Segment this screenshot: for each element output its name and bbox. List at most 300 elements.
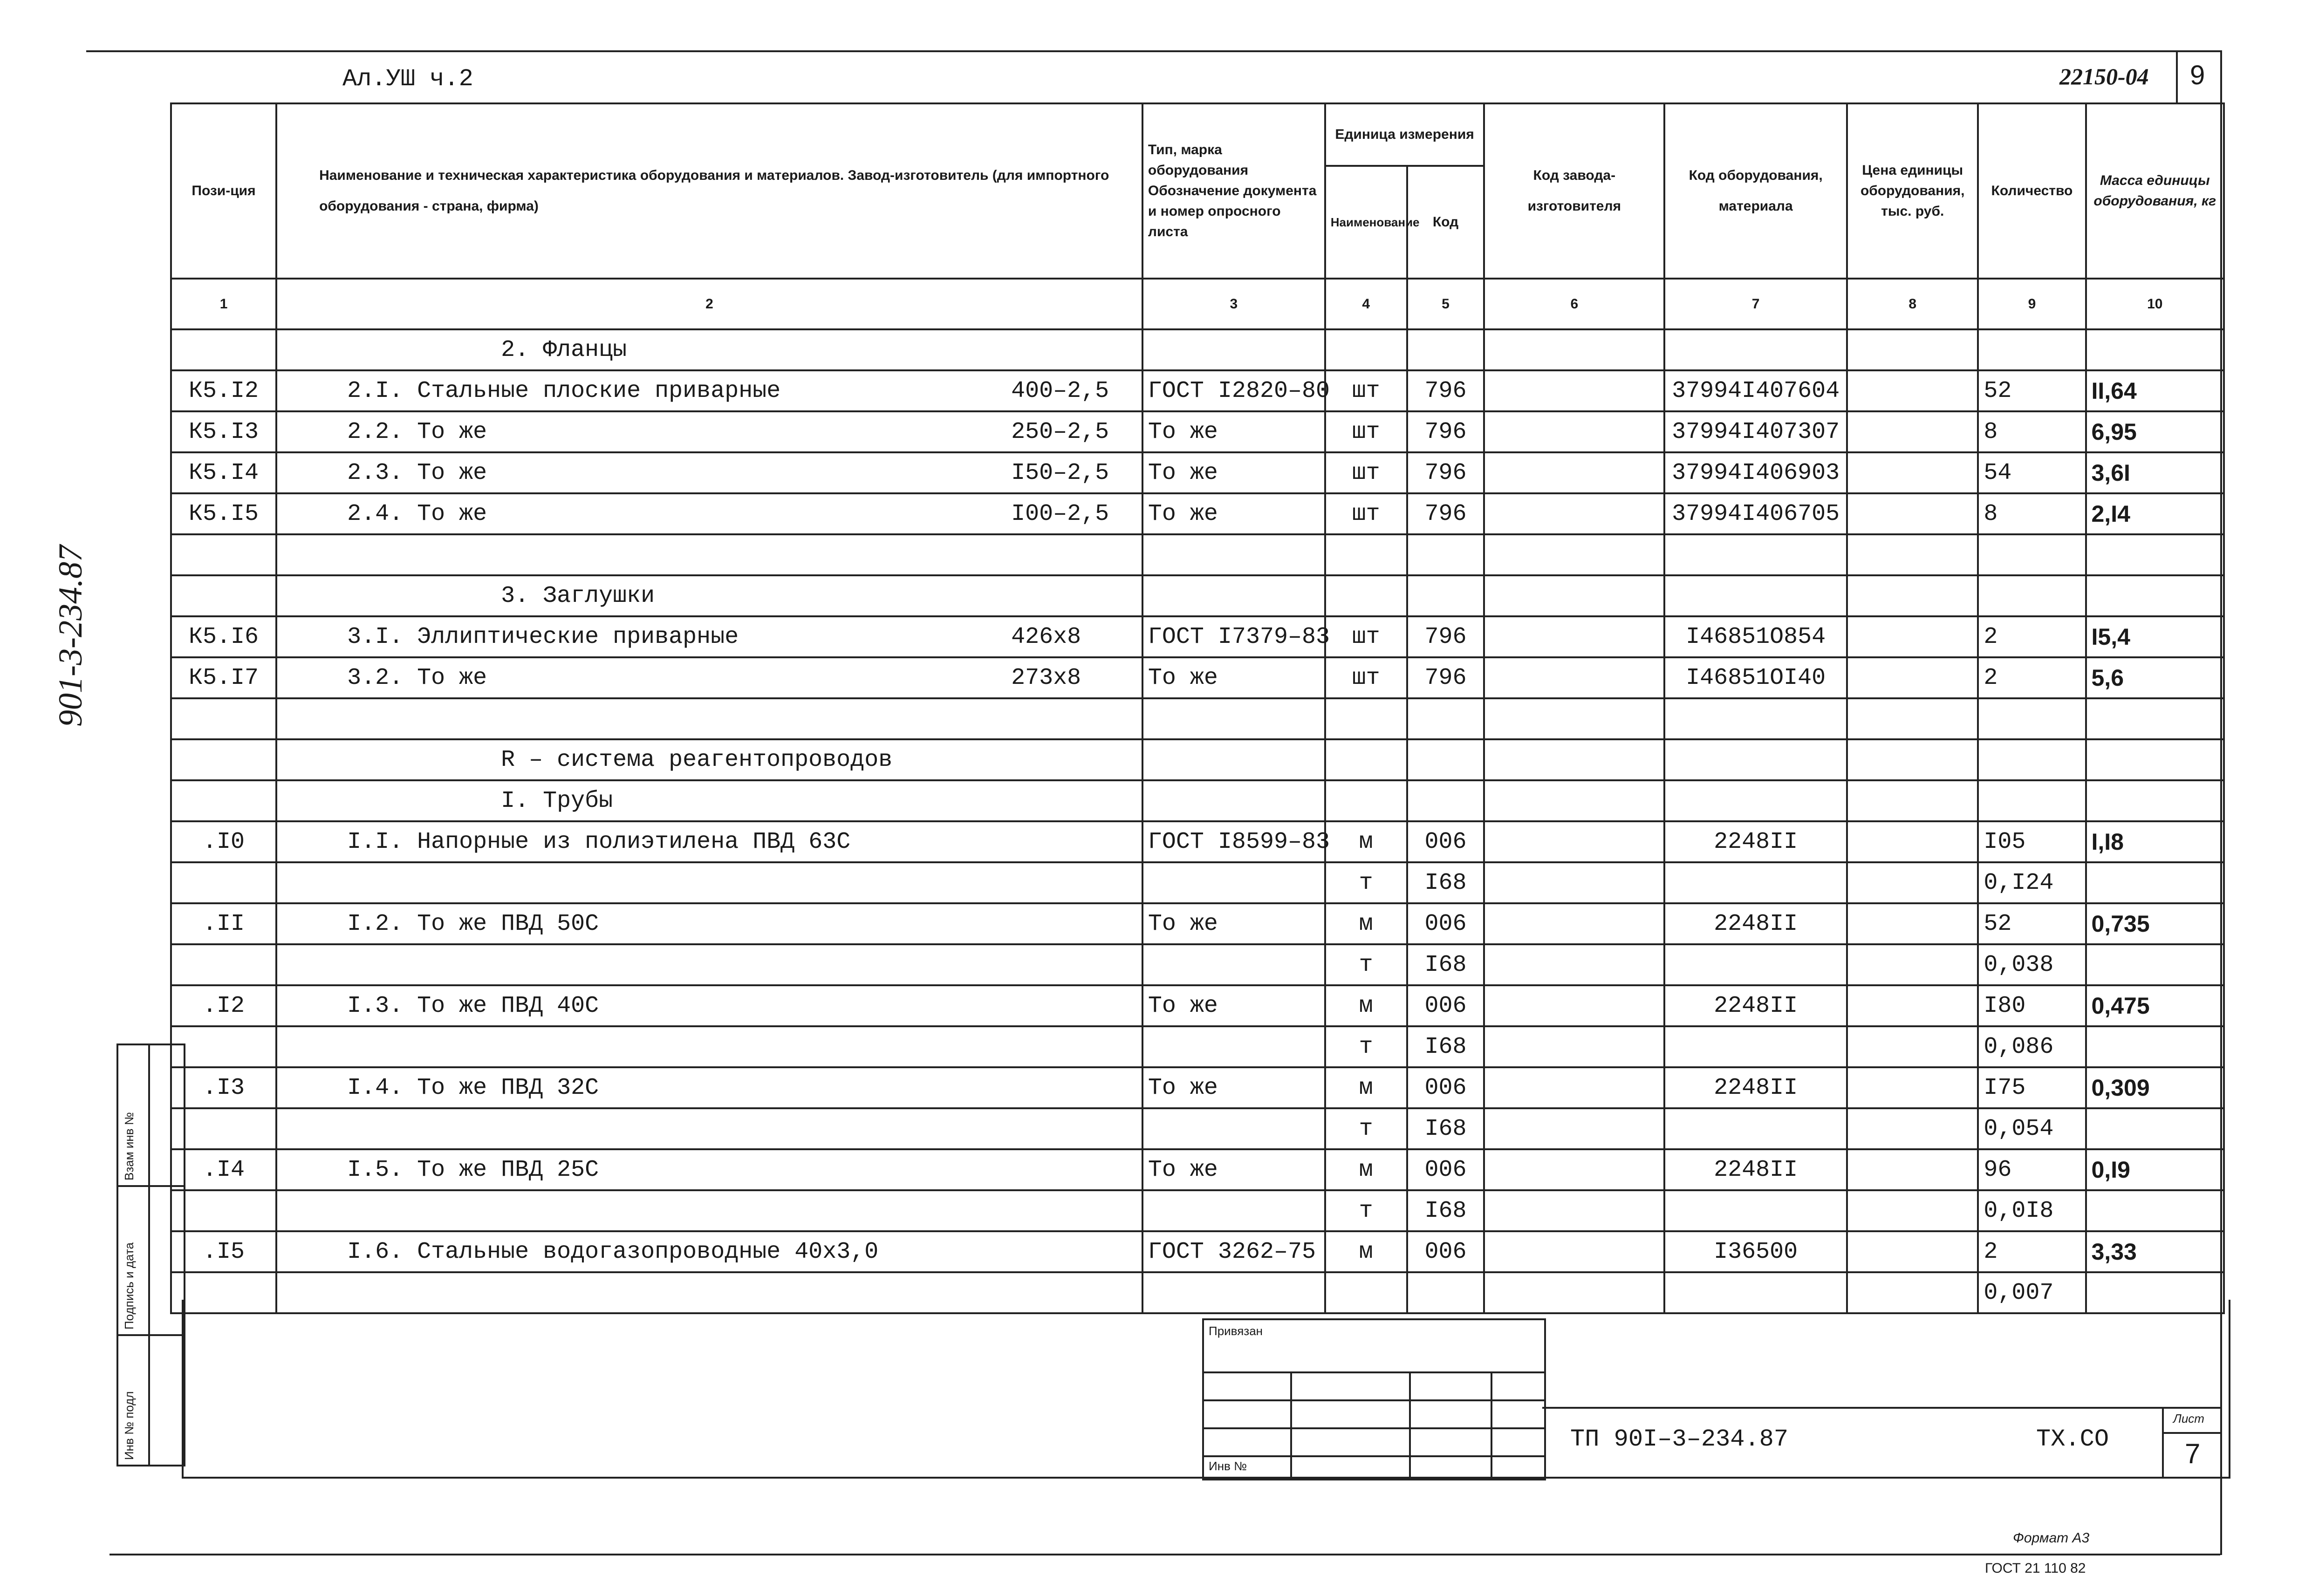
row-unit-code	[1407, 575, 1484, 616]
row-quantity: 0,054	[1978, 1108, 2086, 1149]
row-factory-code	[1484, 329, 1664, 370]
title-divider	[1542, 1407, 2162, 1409]
row-mass	[2086, 1190, 2224, 1231]
row-equipment-code: 2248II	[1664, 903, 1847, 944]
row-quantity	[1978, 739, 2086, 780]
row-position: .II	[171, 903, 276, 944]
row-name	[276, 452, 1142, 493]
row-unit: т	[1325, 944, 1407, 985]
item-size: 250–2,5	[1011, 418, 1109, 445]
col-number: 1	[171, 279, 276, 329]
row-quantity: 0,007	[1978, 1272, 2086, 1313]
row-unit-code	[1407, 739, 1484, 780]
row-name	[276, 493, 1142, 534]
row-equipment-code	[1664, 698, 1847, 739]
table-row	[171, 575, 2224, 616]
row-equipment-code	[1664, 1026, 1847, 1067]
row-factory-code	[1484, 903, 1664, 944]
row-document	[1142, 1108, 1325, 1149]
row-equipment-code	[1664, 329, 1847, 370]
row-name	[276, 821, 1142, 862]
row-factory-code	[1484, 780, 1664, 821]
row-mass: I5,4	[2086, 616, 2224, 657]
row-quantity: 0,0I8	[1978, 1190, 2086, 1231]
row-unit-code: 796	[1407, 616, 1484, 657]
row-unit: м	[1325, 903, 1407, 944]
row-price	[1847, 329, 1978, 370]
row-price	[1847, 657, 1978, 698]
row-name	[276, 903, 1142, 944]
row-mass: 0,735	[2086, 903, 2224, 944]
row-price	[1847, 821, 1978, 862]
project-code-margin: 901-3-234.87	[52, 545, 89, 727]
row-unit-code: 796	[1407, 411, 1484, 452]
row-mass: 0,I9	[2086, 1149, 2224, 1190]
col-mass-header: Масса единицы оборудования, кг	[2086, 103, 2224, 279]
row-quantity: I05	[1978, 821, 2086, 862]
page-number: 9	[2190, 60, 2205, 90]
row-quantity: 2	[1978, 1231, 2086, 1272]
row-equipment-code: 2248II	[1664, 1067, 1847, 1108]
sheet-code: ТХ.СО	[2036, 1425, 2109, 1453]
col-number: 10	[2086, 279, 2224, 329]
row-factory-code	[1484, 1149, 1664, 1190]
row-name	[276, 1149, 1142, 1190]
table-row	[171, 985, 2224, 1026]
row-quantity	[1978, 534, 2086, 575]
row-name	[276, 616, 1142, 657]
row-document: ГОСТ I8599–83	[1142, 821, 1325, 862]
row-mass: 3,33	[2086, 1231, 2224, 1272]
row-name	[276, 1190, 1142, 1231]
row-document: То же	[1142, 903, 1325, 944]
row-position	[171, 575, 276, 616]
row-unit-code: 006	[1407, 1067, 1484, 1108]
sheet-number: 7	[2185, 1438, 2201, 1469]
footer-line	[109, 1554, 2220, 1555]
item-name: I.I. Напорные из полиэтилена ПВД 63С	[347, 828, 851, 855]
item-size: I00–2,5	[1011, 500, 1109, 527]
row-unit: м	[1325, 821, 1407, 862]
row-quantity: I80	[1978, 985, 2086, 1026]
table-row	[171, 739, 2224, 780]
row-equipment-code: I46851ОI40	[1664, 657, 1847, 698]
specification-rows	[171, 329, 2224, 1313]
row-unit	[1325, 780, 1407, 821]
row-position	[171, 1026, 276, 1067]
row-position	[171, 944, 276, 985]
row-quantity: 8	[1978, 411, 2086, 452]
row-document: То же	[1142, 985, 1325, 1026]
item-name	[282, 1116, 347, 1142]
row-equipment-code	[1664, 862, 1847, 903]
row-quantity	[1978, 698, 2086, 739]
row-unit	[1325, 698, 1407, 739]
item-name: 2.I. Стальные плоские приварные	[347, 377, 781, 404]
row-unit	[1325, 575, 1407, 616]
row-quantity: 2	[1978, 616, 2086, 657]
item-size: 426x8	[1011, 623, 1081, 650]
row-mass: 5,6	[2086, 657, 2224, 698]
item-name	[282, 1198, 347, 1224]
row-quantity	[1978, 575, 2086, 616]
table-row	[171, 452, 2224, 493]
row-document	[1142, 329, 1325, 370]
row-name	[276, 329, 1142, 370]
row-unit: т	[1325, 862, 1407, 903]
row-unit-code: 006	[1407, 1231, 1484, 1272]
row-quantity: 52	[1978, 903, 2086, 944]
row-unit-code: I68	[1407, 1108, 1484, 1149]
row-unit-code	[1407, 780, 1484, 821]
item-size: I50–2,5	[1011, 459, 1109, 486]
row-position: .I4	[171, 1149, 276, 1190]
row-equipment-code	[1664, 1108, 1847, 1149]
row-position: К5.I5	[171, 493, 276, 534]
row-mass	[2086, 862, 2224, 903]
item-name: I.3. То же ПВД 40С	[347, 992, 599, 1019]
row-document	[1142, 739, 1325, 780]
row-factory-code	[1484, 944, 1664, 985]
gost-label: ГОСТ 21 110 82	[1985, 1561, 2086, 1576]
format-label: Формат А3	[2013, 1530, 2090, 1546]
row-document: ГОСТ I7379–83	[1142, 616, 1325, 657]
item-name: 2.2. То же	[347, 418, 487, 445]
sheet-box	[2162, 1407, 2222, 1479]
col-unit-name-header: Наименование	[1325, 166, 1407, 279]
row-factory-code	[1484, 1026, 1664, 1067]
row-document: ГОСТ 3262–75	[1142, 1231, 1325, 1272]
row-unit-code: I68	[1407, 1026, 1484, 1067]
row-unit: шт	[1325, 452, 1407, 493]
row-equipment-code	[1664, 944, 1847, 985]
col-position-header: Пози-ция	[171, 103, 276, 279]
table-row	[171, 862, 2224, 903]
row-price	[1847, 1108, 1978, 1149]
row-quantity	[1978, 780, 2086, 821]
attachment-stamp	[1202, 1318, 1546, 1480]
row-document: То же	[1142, 452, 1325, 493]
row-unit: шт	[1325, 493, 1407, 534]
col-number: 4	[1325, 279, 1407, 329]
row-factory-code	[1484, 370, 1664, 411]
row-factory-code	[1484, 657, 1664, 698]
table-row	[171, 329, 2224, 370]
row-unit	[1325, 534, 1407, 575]
section-title: 3. Заглушки	[501, 582, 655, 609]
item-name	[282, 706, 347, 732]
row-unit-code	[1407, 534, 1484, 575]
row-mass	[2086, 329, 2224, 370]
row-price	[1847, 903, 1978, 944]
row-unit-code	[1407, 329, 1484, 370]
stamp-original-inv: Инв № подл	[122, 1391, 136, 1460]
row-price	[1847, 1190, 1978, 1231]
row-quantity: 54	[1978, 452, 2086, 493]
row-price	[1847, 1026, 1978, 1067]
col-unit-code-header: Код	[1407, 166, 1484, 279]
item-name	[282, 870, 347, 896]
row-unit	[1325, 739, 1407, 780]
row-price	[1847, 1149, 1978, 1190]
row-name	[276, 370, 1142, 411]
row-position	[171, 862, 276, 903]
section-title: 2. Фланцы	[501, 336, 627, 363]
row-factory-code	[1484, 616, 1664, 657]
row-position: .I2	[171, 985, 276, 1026]
row-factory-code	[1484, 1231, 1664, 1272]
row-factory-code	[1484, 1067, 1664, 1108]
col-quantity-header: Количество	[1978, 103, 2086, 279]
table-row	[171, 1108, 2224, 1149]
row-unit: шт	[1325, 616, 1407, 657]
table-row	[171, 534, 2224, 575]
row-equipment-code: 2248II	[1664, 1149, 1847, 1190]
row-equipment-code: 2248II	[1664, 985, 1847, 1026]
col-unit-header: Единица измерения	[1325, 103, 1484, 166]
row-unit-code: I68	[1407, 944, 1484, 985]
row-unit-code: I68	[1407, 862, 1484, 903]
row-quantity: I75	[1978, 1067, 2086, 1108]
row-price	[1847, 985, 1978, 1026]
row-name	[276, 780, 1142, 821]
row-factory-code	[1484, 411, 1664, 452]
row-mass: 3,6I	[2086, 452, 2224, 493]
table-row	[171, 1231, 2224, 1272]
row-position: К5.I3	[171, 411, 276, 452]
table-row	[171, 411, 2224, 452]
row-quantity: 96	[1978, 1149, 2086, 1190]
row-factory-code	[1484, 985, 1664, 1026]
row-mass: I,I8	[2086, 821, 2224, 862]
row-mass	[2086, 698, 2224, 739]
row-price	[1847, 575, 1978, 616]
row-factory-code	[1484, 739, 1664, 780]
row-unit: шт	[1325, 370, 1407, 411]
row-price	[1847, 370, 1978, 411]
row-price	[1847, 698, 1978, 739]
section-title: R – система реагентопроводов	[501, 746, 893, 773]
row-position: .I3	[171, 1067, 276, 1108]
row-price	[1847, 452, 1978, 493]
row-equipment-code	[1664, 534, 1847, 575]
row-unit-code: 796	[1407, 493, 1484, 534]
row-factory-code	[1484, 1190, 1664, 1231]
row-equipment-code	[1664, 1190, 1847, 1231]
page-number-divider	[2176, 50, 2178, 104]
table-row	[171, 698, 2224, 739]
row-name	[276, 1026, 1142, 1067]
item-size: 273x8	[1011, 664, 1081, 691]
row-unit: шт	[1325, 411, 1407, 452]
top-border	[86, 50, 2220, 52]
item-name	[282, 1034, 347, 1060]
row-quantity: 0,086	[1978, 1026, 2086, 1067]
row-unit: т	[1325, 1190, 1407, 1231]
row-name	[276, 862, 1142, 903]
table-row	[171, 657, 2224, 698]
row-quantity	[1978, 329, 2086, 370]
row-name	[276, 657, 1142, 698]
row-document	[1142, 944, 1325, 985]
row-document	[1142, 575, 1325, 616]
row-price	[1847, 411, 1978, 452]
row-price	[1847, 780, 1978, 821]
row-equipment-code	[1664, 739, 1847, 780]
stamp-number: 22150-04	[2059, 63, 2149, 89]
row-unit: м	[1325, 1067, 1407, 1108]
row-quantity: 0,038	[1978, 944, 2086, 985]
table-row	[171, 493, 2224, 534]
row-quantity: 8	[1978, 493, 2086, 534]
row-document	[1142, 1026, 1325, 1067]
col-name-header: Наименование и техническая характеристика оборудования и материалов. Завод-изготовитель (для импортного оборудования - страна, фирма)	[276, 103, 1142, 279]
row-equipment-code: I36500	[1664, 1231, 1847, 1272]
row-unit-code: 006	[1407, 821, 1484, 862]
row-name	[276, 575, 1142, 616]
row-name	[276, 698, 1142, 739]
row-position	[171, 534, 276, 575]
item-name: 2.4. То же	[347, 500, 487, 527]
item-name: I.5. То же ПВД 25С	[347, 1156, 599, 1183]
row-document: То же	[1142, 657, 1325, 698]
row-mass	[2086, 739, 2224, 780]
row-quantity: 2	[1978, 657, 2086, 698]
col-number: 5	[1407, 279, 1484, 329]
section-title: I. Трубы	[501, 787, 613, 814]
item-name	[282, 952, 347, 978]
row-price	[1847, 739, 1978, 780]
row-position	[171, 329, 276, 370]
inv-label: Инв №	[1209, 1459, 1247, 1473]
doc-code: ТП 90I–3–234.87	[1570, 1425, 1789, 1453]
row-name	[276, 1108, 1142, 1149]
row-document: То же	[1142, 1149, 1325, 1190]
item-name	[282, 542, 347, 568]
row-unit-code: 006	[1407, 903, 1484, 944]
col-number: 2	[276, 279, 1142, 329]
stamp-signature-date: Подпись и дата	[122, 1242, 136, 1330]
row-name	[276, 1231, 1142, 1272]
row-unit: шт	[1325, 657, 1407, 698]
table-row	[171, 1149, 2224, 1190]
row-price	[1847, 534, 1978, 575]
row-factory-code	[1484, 534, 1664, 575]
sheet-label: Лист	[2173, 1412, 2204, 1425]
item-name: 3.2. То же	[347, 664, 487, 691]
row-name	[276, 985, 1142, 1026]
row-price	[1847, 862, 1978, 903]
row-mass	[2086, 1026, 2224, 1067]
row-mass: II,64	[2086, 370, 2224, 411]
item-name: I.4. То же ПВД 32С	[347, 1074, 599, 1101]
row-name	[276, 411, 1142, 452]
table-row	[171, 1067, 2224, 1108]
row-factory-code	[1484, 452, 1664, 493]
table-row	[171, 1190, 2224, 1231]
row-position: К5.I2	[171, 370, 276, 411]
row-position	[171, 739, 276, 780]
row-price	[1847, 1067, 1978, 1108]
row-factory-code	[1484, 493, 1664, 534]
row-factory-code	[1484, 821, 1664, 862]
table-row	[171, 903, 2224, 944]
col-equipment-code-header: Код оборудования, материала	[1664, 103, 1847, 279]
row-equipment-code: 37994I406705	[1664, 493, 1847, 534]
row-factory-code	[1484, 862, 1664, 903]
row-unit: м	[1325, 985, 1407, 1026]
specification-table	[170, 102, 2225, 1314]
row-mass	[2086, 575, 2224, 616]
row-name	[276, 534, 1142, 575]
row-unit	[1325, 329, 1407, 370]
col-factory-code-header: Код завода-изготовителя	[1484, 103, 1664, 279]
row-mass	[2086, 780, 2224, 821]
row-document	[1142, 698, 1325, 739]
row-document	[1142, 862, 1325, 903]
col-number: 3	[1142, 279, 1325, 329]
col-price-header: Цена единицы оборудования, тыс. руб.	[1847, 103, 1978, 279]
row-equipment-code: 37994I406903	[1664, 452, 1847, 493]
row-position: К5.I4	[171, 452, 276, 493]
row-document: ГОСТ I2820–80	[1142, 370, 1325, 411]
row-document	[1142, 1190, 1325, 1231]
row-price	[1847, 944, 1978, 985]
row-name	[276, 944, 1142, 985]
item-name: 2.3. То же	[347, 459, 487, 486]
col-number: 9	[1978, 279, 2086, 329]
row-document: То же	[1142, 493, 1325, 534]
row-unit: т	[1325, 1108, 1407, 1149]
item-name: I.2. То же ПВД 50С	[347, 910, 599, 937]
row-quantity: 0,I24	[1978, 862, 2086, 903]
table-row	[171, 1026, 2224, 1067]
row-equipment-code: 37994I407604	[1664, 370, 1847, 411]
col-doc-header: Тип, марка оборудования Обозначение документа и номер опросного листа	[1142, 103, 1325, 279]
row-unit: м	[1325, 1149, 1407, 1190]
row-position	[171, 780, 276, 821]
row-unit: т	[1325, 1026, 1407, 1067]
table-row	[171, 944, 2224, 985]
row-unit-code: I68	[1407, 1190, 1484, 1231]
row-mass: 6,95	[2086, 411, 2224, 452]
row-position	[171, 1108, 276, 1149]
row-unit: м	[1325, 1231, 1407, 1272]
row-factory-code	[1484, 575, 1664, 616]
col-number: 8	[1847, 279, 1978, 329]
row-price	[1847, 616, 1978, 657]
album-label: Ал.УШ ч.2	[342, 65, 473, 93]
table-row	[171, 780, 2224, 821]
row-unit-code: 006	[1407, 1149, 1484, 1190]
row-mass	[2086, 1108, 2224, 1149]
row-document	[1142, 780, 1325, 821]
row-price	[1847, 1231, 1978, 1272]
row-position: К5.I6	[171, 616, 276, 657]
table-row	[171, 821, 2224, 862]
item-name: 3.I. Эллиптические приварные	[347, 623, 739, 650]
row-unit-code: 006	[1407, 985, 1484, 1026]
row-mass: 0,309	[2086, 1067, 2224, 1108]
row-name	[276, 1067, 1142, 1108]
table-row	[171, 370, 2224, 411]
row-factory-code	[1484, 1108, 1664, 1149]
row-mass	[2086, 944, 2224, 985]
row-document	[1142, 534, 1325, 575]
row-mass: 2,I4	[2086, 493, 2224, 534]
stamp-replace-inv: Взам инв №	[122, 1112, 136, 1180]
row-mass	[2086, 534, 2224, 575]
